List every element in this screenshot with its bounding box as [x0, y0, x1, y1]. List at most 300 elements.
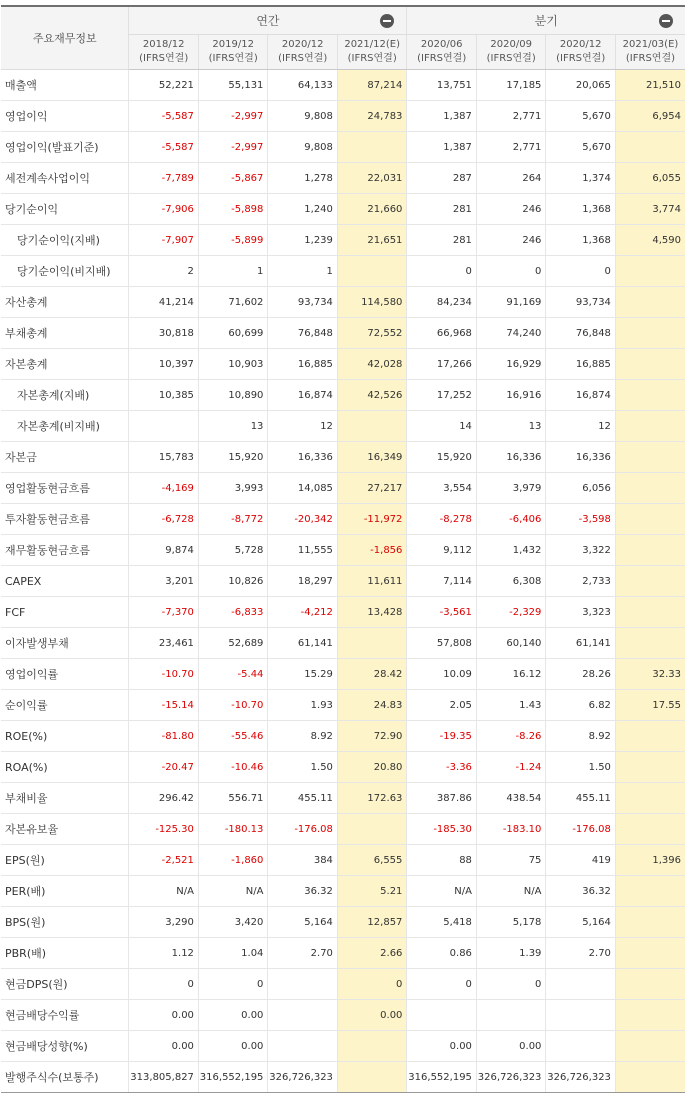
table-cell: -7,906 — [129, 194, 199, 225]
table-cell: -5,587 — [129, 132, 199, 163]
table-cell: 0.00 — [129, 1031, 199, 1062]
period-header — [129, 35, 199, 70]
table-cell: 15,920 — [198, 442, 268, 473]
period-date: 2020/09 — [490, 39, 532, 50]
table-cell: N/A — [476, 876, 546, 907]
table-cell: -10.46 — [198, 752, 268, 783]
table-cell: 10,826 — [198, 566, 268, 597]
table-row — [1, 194, 685, 225]
table-cell: 316,552,195 — [198, 1062, 268, 1093]
quarter-group-header — [407, 6, 685, 35]
table-cell: -55.46 — [198, 721, 268, 752]
table-cell: -7,907 — [129, 225, 199, 256]
table-cell: -8,278 — [407, 504, 477, 535]
table-cell: 75 — [476, 845, 546, 876]
period-date: 2018/12 — [142, 39, 185, 50]
table-cell: 387.86 — [407, 783, 477, 814]
row-label: BPS(원) — [1, 907, 129, 938]
collapse-quarter-icon[interactable] — [659, 14, 673, 28]
table-cell: 93,734 — [268, 287, 338, 318]
row-label: PBR(배) — [1, 938, 129, 969]
table-cell: -5.44 — [198, 659, 268, 690]
table-cell: -125.30 — [129, 814, 199, 845]
period-header — [407, 35, 477, 70]
table-cell: 14,085 — [268, 473, 338, 504]
table-cell — [615, 597, 685, 628]
table-cell: 16,349 — [337, 442, 407, 473]
table-cell: 2,771 — [476, 101, 546, 132]
table-cell: 3,322 — [546, 535, 616, 566]
table-row — [1, 287, 685, 318]
table-cell: 3,979 — [476, 473, 546, 504]
table-cell: 3,290 — [129, 907, 199, 938]
table-cell: 76,848 — [268, 318, 338, 349]
quarter-label: 분기 — [534, 14, 558, 28]
table-cell: 7,114 — [407, 566, 477, 597]
table-cell: 5,418 — [407, 907, 477, 938]
table-cell — [337, 132, 407, 163]
table-row — [1, 876, 685, 907]
table-row — [1, 318, 685, 349]
table-cell: -5,899 — [198, 225, 268, 256]
period-date: 2019/12 — [212, 39, 254, 50]
table-row — [1, 659, 685, 690]
table-cell: -15.14 — [129, 690, 199, 721]
table-cell: -1.24 — [476, 752, 546, 783]
table-cell: 1,387 — [407, 132, 477, 163]
table-cell: 60,699 — [198, 318, 268, 349]
table-cell — [615, 504, 685, 535]
table-cell: 22,031 — [337, 163, 407, 194]
table-cell: -2,329 — [476, 597, 546, 628]
table-cell: 281 — [407, 225, 477, 256]
table-cell: -6,833 — [198, 597, 268, 628]
table-cell: 16,336 — [546, 442, 616, 473]
table-row — [1, 380, 685, 411]
table-cell: 20.80 — [337, 752, 407, 783]
table-cell: 36.32 — [268, 876, 338, 907]
table-cell — [615, 566, 685, 597]
table-cell: 1.50 — [268, 752, 338, 783]
table-cell: 23,461 — [129, 628, 199, 659]
table-cell: 16,916 — [476, 380, 546, 411]
table-cell: 316,552,195 — [407, 1062, 477, 1093]
table-cell: 74,240 — [476, 318, 546, 349]
table-cell: 1.04 — [198, 938, 268, 969]
period-date: 2020/12 — [559, 39, 602, 50]
table-cell — [615, 256, 685, 287]
table-cell: 0.00 — [337, 1000, 407, 1031]
row-label: 자본총계(지배) — [1, 380, 129, 411]
table-cell: 11,611 — [337, 566, 407, 597]
period-basis: (IFRS연결) — [139, 53, 189, 64]
table-cell: 16.12 — [476, 659, 546, 690]
table-cell — [615, 442, 685, 473]
table-cell — [615, 752, 685, 783]
table-cell: 36.32 — [546, 876, 616, 907]
table-cell: 9,112 — [407, 535, 477, 566]
table-cell: 15,920 — [407, 442, 477, 473]
table-cell — [615, 473, 685, 504]
table-cell: 0 — [129, 969, 199, 1000]
table-cell: -4,169 — [129, 473, 199, 504]
table-row — [1, 597, 685, 628]
table-cell: 384 — [268, 845, 338, 876]
table-cell: N/A — [407, 876, 477, 907]
table-cell: -10.70 — [198, 690, 268, 721]
table-cell: 3,323 — [546, 597, 616, 628]
period-header — [337, 35, 407, 70]
row-label: 자본총계 — [1, 349, 129, 380]
table-cell: 21,651 — [337, 225, 407, 256]
table-cell: 64,133 — [268, 70, 338, 101]
table-row — [1, 969, 685, 1000]
table-cell: -5,867 — [198, 163, 268, 194]
table-cell — [476, 1000, 546, 1031]
table-cell — [615, 1031, 685, 1062]
table-cell: 6,308 — [476, 566, 546, 597]
table-cell — [129, 411, 199, 442]
row-label: 매출액 — [1, 70, 129, 101]
table-cell: 1,396 — [615, 845, 685, 876]
table-cell: 0.00 — [129, 1000, 199, 1031]
table-cell: 246 — [476, 194, 546, 225]
table-cell: 42,028 — [337, 349, 407, 380]
table-row — [1, 163, 685, 194]
table-cell: 1,387 — [407, 101, 477, 132]
table-cell — [615, 318, 685, 349]
row-label: 자산총계 — [1, 287, 129, 318]
table-cell — [615, 1062, 685, 1093]
table-cell: 91,169 — [476, 287, 546, 318]
table-cell: 76,848 — [546, 318, 616, 349]
table-cell — [615, 628, 685, 659]
table-cell: 1.50 — [546, 752, 616, 783]
table-cell: 16,885 — [546, 349, 616, 380]
table-cell: -180.13 — [198, 814, 268, 845]
row-label: 현금DPS(원) — [1, 969, 129, 1000]
row-label: 영업활동현금흐름 — [1, 473, 129, 504]
table-cell: 24,783 — [337, 101, 407, 132]
table-cell: 3,201 — [129, 566, 199, 597]
table-cell: 326,726,323 — [268, 1062, 338, 1093]
table-cell: 3,554 — [407, 473, 477, 504]
table-cell: -6,406 — [476, 504, 546, 535]
row-label: ROA(%) — [1, 752, 129, 783]
table-cell: 60,140 — [476, 628, 546, 659]
row-label: ROE(%) — [1, 721, 129, 752]
table-cell: 0 — [476, 969, 546, 1000]
row-label: 부채총계 — [1, 318, 129, 349]
table-cell — [337, 814, 407, 845]
row-label: 세전계속사업이익 — [1, 163, 129, 194]
table-cell: -176.08 — [268, 814, 338, 845]
table-cell: 16,874 — [268, 380, 338, 411]
table-cell — [337, 1062, 407, 1093]
table-cell — [268, 1000, 338, 1031]
table-cell: -1,860 — [198, 845, 268, 876]
period-date: 2021/12(E) — [344, 39, 400, 50]
table-cell: 5,670 — [546, 132, 616, 163]
table-row — [1, 721, 685, 752]
table-cell — [615, 132, 685, 163]
table-cell — [337, 628, 407, 659]
row-label: 재무활동현금흐름 — [1, 535, 129, 566]
row-label: EPS(원) — [1, 845, 129, 876]
table-cell: 10,385 — [129, 380, 199, 411]
period-header — [546, 35, 616, 70]
table-row — [1, 938, 685, 969]
table-cell: 72.90 — [337, 721, 407, 752]
table-cell: 1,239 — [268, 225, 338, 256]
table-cell: 2.70 — [268, 938, 338, 969]
table-cell: 8.92 — [268, 721, 338, 752]
table-cell — [615, 814, 685, 845]
table-cell: 13,428 — [337, 597, 407, 628]
table-cell: 313,805,827 — [129, 1062, 199, 1093]
table-cell: 17,185 — [476, 70, 546, 101]
table-row — [1, 473, 685, 504]
row-label: CAPEX — [1, 566, 129, 597]
table-cell: 2.70 — [546, 938, 616, 969]
table-cell: 30,818 — [129, 318, 199, 349]
table-cell: 16,874 — [546, 380, 616, 411]
table-cell: 16,929 — [476, 349, 546, 380]
table-cell — [615, 876, 685, 907]
row-label: 순이익률 — [1, 690, 129, 721]
table-cell: -8,772 — [198, 504, 268, 535]
table-row — [1, 535, 685, 566]
table-cell: 0.00 — [198, 1031, 268, 1062]
table-cell: 13 — [198, 411, 268, 442]
row-label: 자본총계(비지배) — [1, 411, 129, 442]
table-cell: 11,555 — [268, 535, 338, 566]
table-title: 주요재무정보 — [1, 6, 129, 70]
table-row — [1, 814, 685, 845]
table-cell: 21,510 — [615, 70, 685, 101]
collapse-annual-icon[interactable] — [380, 14, 394, 28]
table-row — [1, 690, 685, 721]
table-cell: -185.30 — [407, 814, 477, 845]
table-cell: 0 — [337, 969, 407, 1000]
table-row — [1, 504, 685, 535]
table-cell — [337, 1031, 407, 1062]
period-header — [615, 35, 685, 70]
table-cell: 10,903 — [198, 349, 268, 380]
table-cell: 556.71 — [198, 783, 268, 814]
row-label: 현금배당성향(%) — [1, 1031, 129, 1062]
table-cell — [615, 969, 685, 1000]
table-cell: 12 — [546, 411, 616, 442]
table-cell: 1 — [268, 256, 338, 287]
financial-table — [1, 5, 685, 1093]
table-cell: 0.00 — [407, 1031, 477, 1062]
table-cell: 2.66 — [337, 938, 407, 969]
row-label: 투자활동현금흐름 — [1, 504, 129, 535]
table-cell: 12 — [268, 411, 338, 442]
table-cell: 5,164 — [268, 907, 338, 938]
table-cell: 9,808 — [268, 132, 338, 163]
table-cell: -5,898 — [198, 194, 268, 225]
table-cell: -10.70 — [129, 659, 199, 690]
period-basis: (IFRS연결) — [208, 53, 258, 64]
row-label: 이자발생부채 — [1, 628, 129, 659]
table-cell: 3,774 — [615, 194, 685, 225]
table-cell: 0 — [476, 256, 546, 287]
table-row — [1, 1000, 685, 1031]
table-cell: 455.11 — [546, 783, 616, 814]
table-cell: 12,857 — [337, 907, 407, 938]
table-row — [1, 256, 685, 287]
table-cell: 16,336 — [476, 442, 546, 473]
table-cell: 41,214 — [129, 287, 199, 318]
table-cell: 52,689 — [198, 628, 268, 659]
table-cell: 8.92 — [546, 721, 616, 752]
table-cell: -2,521 — [129, 845, 199, 876]
table-cell: 246 — [476, 225, 546, 256]
table-cell: 27,217 — [337, 473, 407, 504]
period-header — [198, 35, 268, 70]
row-label: FCF — [1, 597, 129, 628]
table-cell: 296.42 — [129, 783, 199, 814]
table-cell: 61,141 — [268, 628, 338, 659]
table-row — [1, 442, 685, 473]
table-cell: -20,342 — [268, 504, 338, 535]
table-cell: 10,397 — [129, 349, 199, 380]
table-cell: 17,252 — [407, 380, 477, 411]
table-cell: 5.21 — [337, 876, 407, 907]
table-cell: 0 — [546, 256, 616, 287]
table-cell: -183.10 — [476, 814, 546, 845]
table-cell: -2,997 — [198, 132, 268, 163]
table-cell: 1.43 — [476, 690, 546, 721]
table-cell — [337, 256, 407, 287]
table-cell — [546, 1000, 616, 1031]
row-label: 영업이익 — [1, 101, 129, 132]
table-cell — [615, 287, 685, 318]
table-cell: 5,178 — [476, 907, 546, 938]
table-cell — [615, 380, 685, 411]
table-cell: 15,783 — [129, 442, 199, 473]
table-cell: -4,212 — [268, 597, 338, 628]
table-cell: 114,580 — [337, 287, 407, 318]
table-cell: -3.36 — [407, 752, 477, 783]
table-cell: 84,234 — [407, 287, 477, 318]
table-cell: 87,214 — [337, 70, 407, 101]
table-cell: 172.63 — [337, 783, 407, 814]
table-cell: 72,552 — [337, 318, 407, 349]
table-cell: 1,278 — [268, 163, 338, 194]
table-cell: 57,808 — [407, 628, 477, 659]
table-cell — [615, 938, 685, 969]
table-cell: 20,065 — [546, 70, 616, 101]
table-cell: 55,131 — [198, 70, 268, 101]
table-cell: -7,370 — [129, 597, 199, 628]
table-cell: 16,885 — [268, 349, 338, 380]
table-cell: 0 — [407, 256, 477, 287]
table-cell: 1.12 — [129, 938, 199, 969]
table-cell: 2.05 — [407, 690, 477, 721]
table-row — [1, 132, 685, 163]
table-row — [1, 101, 685, 132]
period-basis: (IFRS연결) — [417, 53, 467, 64]
table-cell: -8.26 — [476, 721, 546, 752]
table-cell: -7,789 — [129, 163, 199, 194]
table-cell: 21,660 — [337, 194, 407, 225]
table-cell: 17,266 — [407, 349, 477, 380]
table-cell: -2,997 — [198, 101, 268, 132]
table-cell: 0 — [407, 969, 477, 1000]
table-cell: 287 — [407, 163, 477, 194]
table-cell: 32.33 — [615, 659, 685, 690]
table-cell: 14 — [407, 411, 477, 442]
table-cell: 281 — [407, 194, 477, 225]
table-cell: 2,733 — [546, 566, 616, 597]
table-cell: -20.47 — [129, 752, 199, 783]
financial-summary — [1, 5, 685, 1093]
period-basis: (IFRS연결) — [278, 53, 328, 64]
table-cell: 455.11 — [268, 783, 338, 814]
table-row — [1, 628, 685, 659]
table-cell: -19.35 — [407, 721, 477, 752]
table-cell: 61,141 — [546, 628, 616, 659]
period-header — [476, 35, 546, 70]
row-label: 당기순이익(비지배) — [1, 256, 129, 287]
table-cell: 9,874 — [129, 535, 199, 566]
row-label: 자본금 — [1, 442, 129, 473]
table-cell: 2,771 — [476, 132, 546, 163]
table-cell: 5,164 — [546, 907, 616, 938]
table-cell: 264 — [476, 163, 546, 194]
table-cell: -81.80 — [129, 721, 199, 752]
table-cell — [615, 1000, 685, 1031]
table-cell: N/A — [198, 876, 268, 907]
table-row — [1, 783, 685, 814]
period-date: 2020/06 — [420, 39, 463, 50]
table-cell: 93,734 — [546, 287, 616, 318]
table-cell: 1,432 — [476, 535, 546, 566]
table-row — [1, 225, 685, 256]
row-label: 영업이익(발표기준) — [1, 132, 129, 163]
table-cell: 6,056 — [546, 473, 616, 504]
table-cell — [615, 349, 685, 380]
table-cell: 5,728 — [198, 535, 268, 566]
table-cell: 71,602 — [198, 287, 268, 318]
table-cell: 0.00 — [198, 1000, 268, 1031]
table-cell: 0.86 — [407, 938, 477, 969]
table-cell: 10,890 — [198, 380, 268, 411]
period-basis: (IFRS연결) — [625, 53, 676, 64]
table-cell: 3,993 — [198, 473, 268, 504]
period-header — [268, 35, 338, 70]
table-cell: 13 — [476, 411, 546, 442]
table-cell: 0.00 — [476, 1031, 546, 1062]
table-row — [1, 845, 685, 876]
table-row — [1, 907, 685, 938]
table-cell — [546, 969, 616, 1000]
table-row — [1, 70, 685, 101]
table-cell: 28.42 — [337, 659, 407, 690]
period-date: 2020/12 — [281, 39, 324, 50]
table-cell: 17.55 — [615, 690, 685, 721]
table-row — [1, 1031, 685, 1062]
table-cell — [615, 783, 685, 814]
table-cell: 1.39 — [476, 938, 546, 969]
table-cell — [615, 721, 685, 752]
table-cell: 0 — [198, 969, 268, 1000]
table-cell — [407, 1000, 477, 1031]
table-cell: 15.29 — [268, 659, 338, 690]
